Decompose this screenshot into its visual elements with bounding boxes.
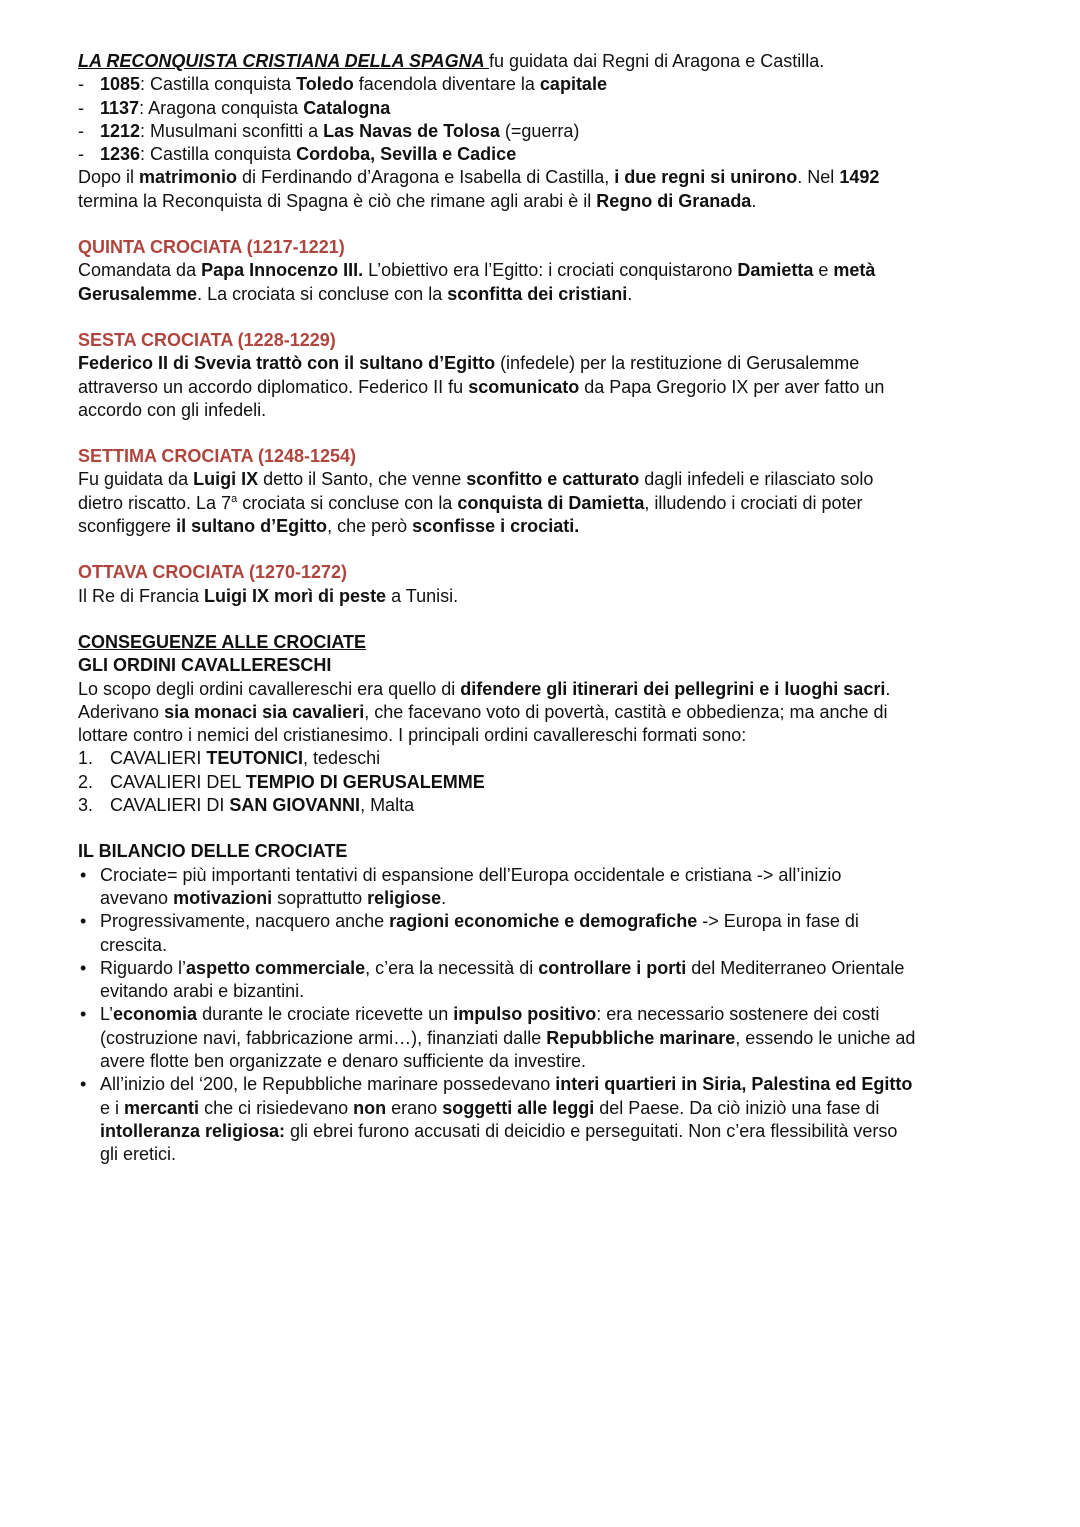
reconquista-title: LA RECONQUISTA CRISTIANA DELLA SPAGNA <box>78 51 489 71</box>
conseguenze-title: CONSEGUENZE ALLE CROCIATE <box>78 631 367 652</box>
list-item: - 1212: Musulmani sconfitti a Las Navas de Tolosa (=guerra) <box>78 120 1020 143</box>
list-item: • All’inizio del ‘200, le Repubbliche marinare possedevano interi quartieri in Siria, Palestina ed Egitto e i mercanti che ci risiedevano non erano soggetti alle leggi del Paese. Da ciò iniziò una fase di intolleranza religiosa: gli ebrei furono accusati di deicidio e perseguitati. Non c’era flessibilità verso gli eretici. <box>78 1073 1020 1166</box>
ordini-paragraph: Lo scopo degli ordini cavallereschi era quello di difendere gli itinerari dei pellegrini e i luoghi sacri. Aderivano sia monaci sia cavalieri, che facevano voto di povertà, castità e obbedienza; ma anche di lottare contro i nemici del cristianesimo. I principali ordini cavallereschi formati sono: <box>78 678 891 746</box>
list-item: • Riguardo l’aspetto commerciale, c’era la necessità di controllare i porti del Mediterraneo Orientale evitando arabi e bizantini. <box>78 957 1020 1004</box>
list-item: - 1137: Aragona conquista Catalogna <box>78 97 1020 120</box>
reconquista-paragraph: Dopo il matrimonio di Ferdinando d’Aragona e Isabella di Castilla, i due regni si unirono. Nel 1492 termina la Reconquista di Spagna è ciò che rimane agli arabi è il Regno di Granada. <box>78 167 880 211</box>
list-item: • Progressivamente, nacquero anche ragioni economiche e demografiche -> Europa in fase di crescita. <box>78 910 1020 957</box>
ottava-paragraph: Il Re di Francia Luigi IX morì di peste a Tunisi. <box>78 585 459 606</box>
settima-title: SETTIMA CROCIATA (1248-1254) <box>78 446 357 467</box>
quinta-title: QUINTA CROCIATA (1217-1221) <box>78 237 345 258</box>
list-item: 3. CAVALIERI DI SAN GIOVANNI, Malta <box>78 795 415 816</box>
ordini-subtitle: GLI ORDINI CAVALLERESCHI <box>78 655 332 676</box>
list-item: 2. CAVALIERI DEL TEMPIO DI GERUSALEMME <box>78 771 485 792</box>
list-item: 1. CAVALIERI TEUTONICI, tedeschi <box>78 748 381 769</box>
list-item: • Crociate= più importanti tentativi di espansione dell’Europa occidentale e cristiana -> all’inizio avevano motivazioni soprattutto religiose. <box>78 864 1020 911</box>
reconquista-intro: LA RECONQUISTA CRISTIANA DELLA SPAGNA fu guidata dai Regni di Aragona e Castilla. <box>78 51 825 71</box>
quinta-paragraph: Comandata da Papa Innocenzo III. L’obiettivo era l’Egitto: i crociati conquistarono Damietta e metà Gerusalemme. La crociata si concluse con la sconfitta dei cristiani. <box>78 260 876 304</box>
ottava-title: OTTAVA CROCIATA (1270-1272) <box>78 562 348 583</box>
list-item: • L’economia durante le crociate ricevette un impulso positivo: era necessario sostenere dei costi (costruzione navi, fabbricazione armi…), finanziati dalle Repubbliche marinare, essendo le uniche ad avere flotte ben organizzate e denaro sufficiente da investire. <box>78 1003 1020 1073</box>
bilancio-title: IL BILANCIO DELLE CROCIATE <box>78 841 348 862</box>
list-item: - 1085: Castilla conquista Toledo facendola diventare la capitale <box>78 73 1020 96</box>
sesta-title: SESTA CROCIATA (1228-1229) <box>78 329 336 350</box>
sesta-paragraph: Federico II di Svevia trattò con il sultano d’Egitto (infedele) per la restituzione di Gerusalemme attraverso un accordo diplomatico. Federico II fu scomunicato da Papa Gregorio IX per aver fatto un accordo con gli infedeli. <box>78 353 885 420</box>
settima-paragraph: Fu guidata da Luigi IX detto il Santo, che venne sconfitto e catturato dagli infedeli e rilasciato solo dietro riscatto. La 7$^a$ crociata si concluse con la conquista di Damietta, illudendo i crociati di poter sconfiggere il sultano d’Egitto, che però sconfisse i crociati. <box>78 469 874 537</box>
list-item: - 1236: Castilla conquista Cordoba, Sevilla e Cadice <box>78 143 1020 166</box>
